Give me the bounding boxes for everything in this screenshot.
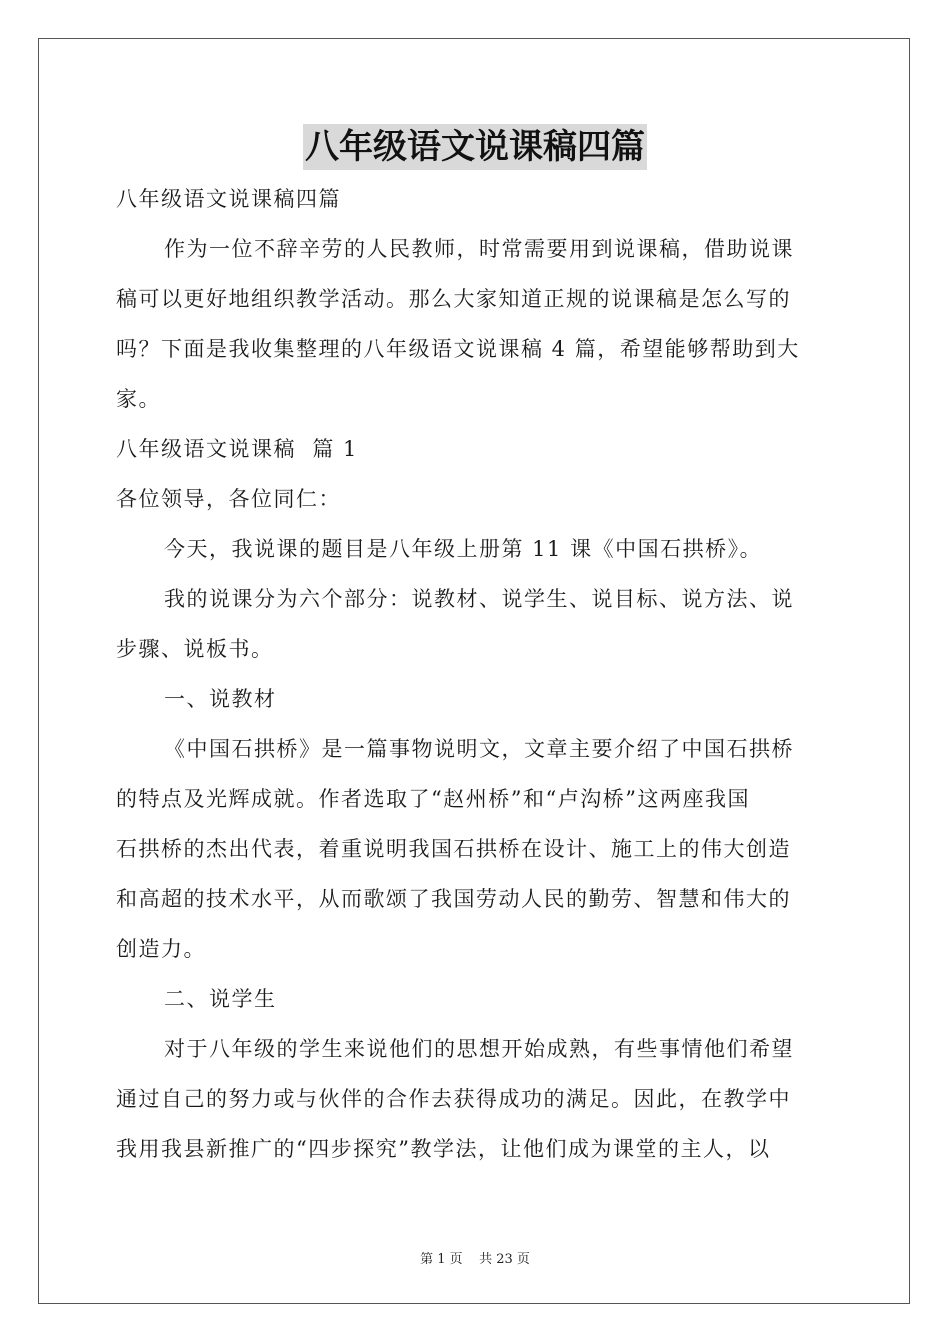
section-heading: 八年级语文说课稿 篇 1 [116,437,358,461]
parts-line: 我的说课分为六个部分：说教材、说学生、说目标、说方法、说 [164,587,794,611]
subtitle: 八年级语文说课稿四篇 [116,187,341,211]
part1-line: 和高超的技术水平，从而歌颂了我国劳动人民的勤劳、智慧和伟大的 [116,887,791,911]
part1-heading: 一、说教材 [164,687,277,711]
page-footer [0,1248,950,1267]
part1-line: 《中国石拱桥》是一篇事物说明文，文章主要介绍了中国石拱桥 [164,737,794,761]
part1-line: 创造力。 [116,937,206,961]
document-body [116,174,834,1174]
part2-line: 我用我县新推广的“四步探究”教学法，让他们成为课堂的主人，以 [116,1137,771,1161]
part2-line: 对于八年级的学生来说他们的思想开始成熟，有些事情他们希望 [164,1037,794,1061]
part1-line: 的特点及光辉成就。作者选取了“赵州桥”和“卢沟桥”这两座我国 [116,787,750,811]
intro-line: 作为一位不辞辛劳的人民教师，时常需要用到说课稿，借助说课 [164,237,794,261]
title-container [0,124,950,170]
document-title: 八年级语文说课稿四篇 [303,124,647,170]
page-number: 第 1 页 共 23 页 [420,1252,530,1267]
parts-line: 步骤、说板书。 [116,637,274,661]
greeting: 各位领导，各位同仁： [116,487,341,511]
intro-line: 吗？下面是我收集整理的八年级语文说课稿 4 篇，希望能够帮助到大 [116,337,800,361]
part1-line: 石拱桥的杰出代表，着重说明我国石拱桥在设计、施工上的伟大创造 [116,837,791,861]
part2-line: 通过自己的努力或与伙伴的合作去获得成功的满足。因此，在教学中 [116,1087,791,1111]
part2-heading: 二、说学生 [164,987,277,1011]
intro-line: 稿可以更好地组织教学活动。那么大家知道正规的说课稿是怎么写的 [116,287,791,311]
intro-line: 家。 [116,387,161,411]
topic-line: 今天，我说课的题目是八年级上册第 11 课《中国石拱桥》。 [164,537,763,561]
